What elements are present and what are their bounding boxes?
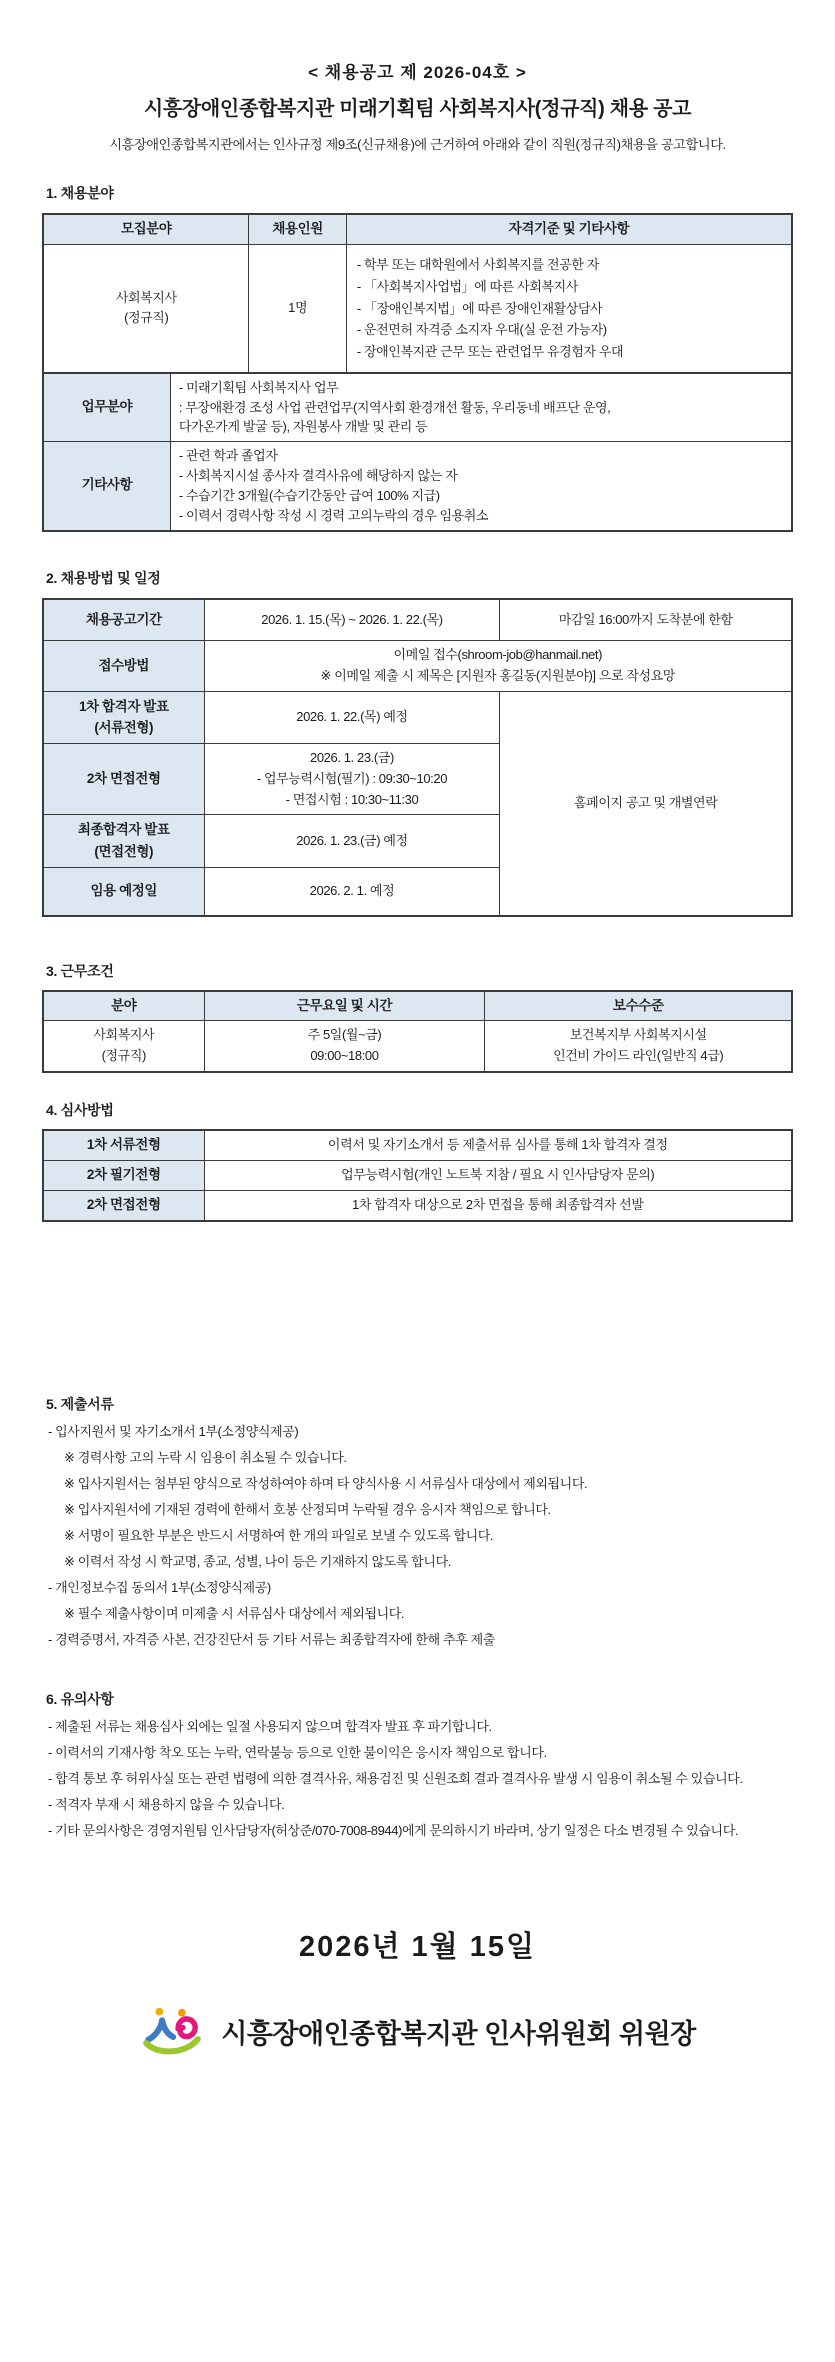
appoint-label-cell: 임용 예정일 (43, 867, 204, 915)
headcount-cell: 1명 (249, 244, 346, 373)
etc-line: - 사회복지시설 종사자 결격사유에 해당하지 않는 자 (178, 467, 458, 483)
position-type: (정규직) (124, 310, 169, 326)
table-row (43, 373, 792, 441)
precautions-list (42, 1714, 793, 1844)
table-header-row (43, 214, 792, 244)
section4-heading: 4. 심사방법 (46, 1102, 114, 1119)
list-item: - 적격자 부재 시 채용하지 않을 수 있습니다. (48, 1796, 285, 1812)
written-test-line: - 업무능력시험(필기) : 09:30~10:20 (256, 770, 448, 786)
list-item: - 경력증명서, 자격증 사본, 건강진단서 등 기타 서류는 최종합격자에 한해 추후 제출 (48, 1631, 495, 1647)
logo-orange-dot (178, 2009, 186, 2017)
position-name: 사회복지사 (115, 289, 177, 305)
table-row (43, 641, 792, 692)
pay-line: 보건복지부 사회복지시설 (569, 1027, 707, 1043)
list-subitem: ※ 서명이 필요한 부분은 반드시 서명하여 한 개의 파일로 보낼 수 있도록 합니다. (64, 1527, 494, 1543)
submit-docs-list (42, 1419, 793, 1653)
list-item: - 입사지원서 및 자기소개서 1부(소정양식제공) (48, 1423, 299, 1439)
position-cell (43, 244, 249, 373)
duty-line: 다가온가게 발굴 등), 자원봉사 개발 및 관리 등 (178, 419, 428, 435)
qualification-line: - 운전면허 자격증 소지자 우대(실 운전 가능자) (356, 322, 607, 338)
table-row (43, 1021, 792, 1072)
duty-etc-table (42, 372, 793, 532)
work-field-name: 사회복지사 (93, 1027, 155, 1043)
stage3-desc-cell: 1차 합격자 대상으로 2차 면접을 통해 최종합격자 선발 (204, 1190, 792, 1220)
stage2-desc-cell: 업무능력시험(개인 노트북 지참 / 필요 시 인사담당자 문의) (204, 1160, 792, 1190)
list-item: - 제출된 서류는 채용심사 외에는 일절 사용되지 않으며 합격자 발표 후 파기합니다. (48, 1718, 492, 1734)
col-header-worktime: 근무요일 및 시간 (204, 991, 485, 1021)
logo-green-stroke (146, 2039, 198, 2051)
list-subitem: ※ 경력사항 고의 누락 시 임용이 취소될 수 있습니다. (64, 1449, 347, 1465)
duty-label-cell: 업무분야 (43, 373, 170, 441)
appoint-date-cell: 2026. 2. 1. 예정 (204, 867, 500, 915)
etc-line: - 이력서 경력사항 작성 시 경력 고의누락의 경우 임용취소 (178, 507, 489, 523)
siheung-welfare-center-logo-icon (139, 1989, 205, 2075)
qualification-line: - 학부 또는 대학원에서 사회복지를 전공한 자 (356, 256, 599, 272)
logo-blue-stroke (162, 2020, 173, 2037)
col-header-field: 분야 (43, 991, 204, 1021)
col-header-headcount: 채용인원 (249, 214, 346, 244)
notice-channel-cell: 홈페이지 공고 및 개별연락 (500, 691, 792, 915)
pay-line: 인건비 가이드 라인(일반직 4급) (553, 1048, 724, 1064)
pay-level-cell (485, 1021, 792, 1072)
list-item: - 기타 문의사항은 경영지원팀 인사담당자(허상준/070-7008-8944)에게 문의하시기 바라며, 상기 일정은 다소 변경될 수 있습니다. (48, 1822, 739, 1838)
etc-content-cell (170, 441, 792, 531)
apply-method-cell (204, 641, 792, 692)
interview-label-cell: 2차 면접전형 (43, 744, 204, 815)
apply-label-cell: 접수방법 (43, 641, 204, 692)
col-header-field: 모집분야 (43, 214, 249, 244)
announcement-date: 2026년 1월 15일 (298, 1930, 537, 1963)
period-value-cell: 2026. 1. 15.(목) ~ 2026. 1. 22.(목) (204, 599, 500, 641)
first-pass-label: 1차 합격자 발표 (78, 698, 169, 714)
section2-heading: 2. 채용방법 및 일정 (46, 570, 161, 587)
first-pass-label-cell (43, 691, 204, 743)
schedule-table (42, 598, 793, 916)
notice-number: < 채용공고 제 2026-04호 > (308, 63, 527, 82)
qualification-line: - 「장애인복지법」에 따른 장애인재활상담사 (356, 300, 603, 316)
interview-schedule-cell (204, 744, 500, 815)
table-row (43, 599, 792, 641)
list-subitem: ※ 입사지원서는 첨부된 양식으로 작성하여야 하며 타 양식사용 시 서류심사 대상에서 제외됩니다. (64, 1475, 588, 1491)
col-header-pay: 보수수준 (485, 991, 792, 1021)
logo-yellow-dot (156, 2008, 164, 2016)
stage2-label-cell: 2차 필기전형 (43, 1160, 204, 1190)
section6-heading: 6. 유의사항 (46, 1690, 114, 1707)
etc-line: - 관련 학과 졸업자 (178, 447, 278, 463)
stage3-label-cell: 2차 면접전형 (43, 1190, 204, 1220)
final-pass-date-cell: 2026. 1. 23.(금) 예정 (204, 815, 500, 867)
first-pass-date-cell: 2026. 1. 22.(목) 예정 (204, 691, 500, 743)
section5-heading: 5. 제출서류 (46, 1395, 114, 1412)
interview-test-line: - 면접시험 : 10:30~11:30 (285, 791, 419, 807)
work-field-type: (정규직) (101, 1048, 146, 1064)
table-header-row (43, 991, 792, 1021)
recruit-field-table (42, 213, 793, 374)
list-subitem: ※ 이력서 작성 시 학교명, 종교, 성별, 나이 등은 기재하지 않도록 합니다. (64, 1553, 451, 1569)
list-subitem: ※ 필수 제출사항이며 미제출 시 서류심사 대상에서 제외됩니다. (64, 1605, 405, 1621)
list-subitem: ※ 입사지원서에 기재된 경력에 한해서 호봉 산정되며 누락될 경우 응시자 책임으로 합니다. (64, 1501, 551, 1517)
evaluation-table (42, 1129, 793, 1222)
qualification-line: - 장애인복지관 근무 또는 관련업무 유경험자 우대 (356, 344, 624, 360)
apply-email-line: 이메일 접수(shroom-job@hanmail.net) (393, 647, 603, 663)
etc-label-cell: 기타사항 (43, 441, 170, 531)
final-pass-label-sub: (면접전형) (94, 844, 154, 860)
apply-note-line: ※ 이메일 제출 시 제목은 [지원자 홍길동(지원분야)] 으로 작성요망 (320, 668, 675, 684)
final-pass-label: 최종합격자 발표 (77, 822, 170, 838)
list-item: - 합격 통보 후 허위사실 또는 관련 법령에 의한 결격사유, 채용검진 및 신원조회 결과 결격사유 발생 시 임용이 취소될 수 있습니다. (48, 1770, 743, 1786)
section1-heading: 1. 채용분야 (46, 185, 114, 201)
work-hours: 09:00~18:00 (310, 1048, 379, 1064)
work-days: 주 5일(월~금) (307, 1027, 382, 1043)
duty-content-cell (170, 373, 792, 441)
work-field-cell (43, 1021, 204, 1072)
stage1-label-cell: 1차 서류전형 (43, 1130, 204, 1160)
list-item: - 개인정보수집 동의서 1부(소정양식제공) (48, 1579, 271, 1595)
table-row (43, 1160, 792, 1190)
first-pass-label-sub: (서류전형) (94, 720, 154, 736)
page-title: 시흥장애인종합복지관 미래기획팀 사회복지사(정규직) 채용 공고 (143, 98, 692, 120)
qualification-line: - 「사회복지사업법」에 따른 사회복지사 (356, 278, 578, 294)
table-row (43, 244, 792, 373)
section3-heading: 3. 근무조건 (46, 962, 114, 979)
logo-pink-stroke (178, 2019, 195, 2037)
issuer-name: 시흥장애인종합복지관 인사위원회 위원장 (221, 2019, 696, 2050)
period-label-cell: 채용공고기간 (43, 599, 204, 641)
stage1-desc-cell: 이력서 및 자기소개서 등 제출서류 심사를 통해 1차 합격자 결정 (204, 1130, 792, 1160)
work-condition-table (42, 990, 793, 1074)
table-row (43, 1190, 792, 1220)
page-subtitle: 시흥장애인종합복지관에서는 인사규정 제9조(신규채용)에 근거하여 아래와 같이 직원(정규직)채용을 공고합니다. (109, 137, 726, 152)
table-row (43, 1130, 792, 1160)
duty-line: : 무장애환경 조성 사업 관련업무(지역사회 환경개선 활동, 우리동네 배프단 운영, (178, 399, 611, 415)
col-header-qualification: 자격기준 및 기타사항 (346, 214, 792, 244)
table-row (43, 691, 792, 743)
work-time-cell (204, 1021, 485, 1072)
final-pass-label-cell (43, 815, 204, 867)
issuer-signature (42, 1989, 793, 2075)
list-item: - 이력서의 기재사항 착오 또는 누락, 연락불능 등으로 인한 불이익은 응시자 책임으로 합니다. (48, 1744, 547, 1760)
etc-line: - 수습기간 3개월(수습기간동안 급여 100% 지급) (178, 487, 440, 503)
table-row (43, 441, 792, 531)
period-note-cell: 마감일 16:00까지 도착분에 한함 (500, 599, 792, 641)
duty-line: - 미래기획팀 사회복지사 업무 (178, 380, 339, 396)
interview-date-line: 2026. 1. 23.(금) (310, 750, 394, 766)
qualifications-cell (346, 244, 792, 373)
